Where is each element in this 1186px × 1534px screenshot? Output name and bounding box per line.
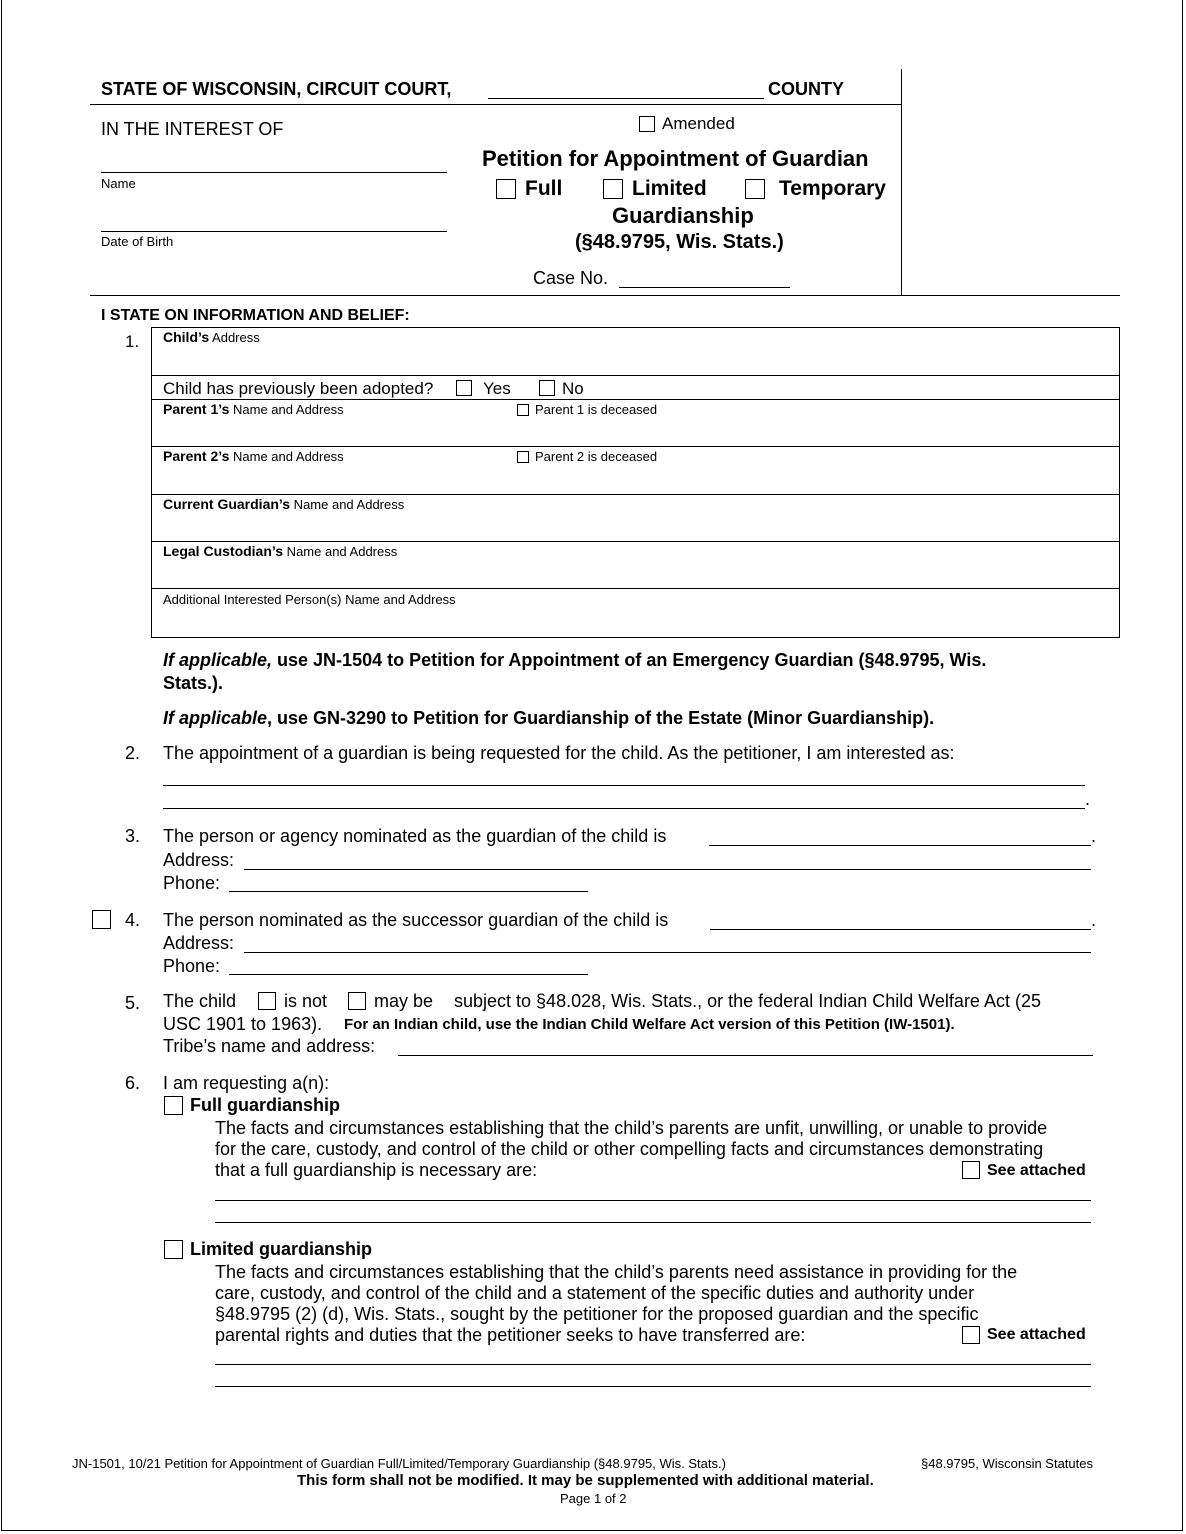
item-5-number: 5. (125, 993, 141, 1013)
parent1-label: Parent 1’s Name and Address (163, 401, 344, 417)
full-guardianship-checkbox[interactable] (164, 1096, 183, 1115)
amended-label: Amended (662, 114, 735, 133)
guardian-name-input-line[interactable] (709, 845, 1091, 846)
limited-facts-line-2: care, custody, and control of the child and a statement of the specific duties and authority under (215, 1283, 975, 1303)
limited-guardianship-title: Limited guardianship (190, 1239, 373, 1259)
header-bottom-divider (90, 295, 1120, 296)
footer-form-id: JN-1501, 10/21 Petition for Appointment of Guardian Full/Limited/Temporary Guardianship (§48.9795, Wis. Stats.) (72, 1456, 726, 1471)
child-address-field[interactable] (151, 327, 1119, 376)
full-label: Full (525, 177, 563, 200)
adopted-no-checkbox[interactable] (539, 380, 555, 396)
court-heading: STATE OF WISCONSIN, CIRCUIT COURT, (101, 79, 452, 99)
parent2-label: Parent 2’s Name and Address (163, 448, 344, 464)
county-input-line[interactable] (488, 98, 764, 99)
is-not-checkbox[interactable] (258, 992, 276, 1010)
item-5-subject-text: subject to §48.028, Wis. Stats., or the federal Indian Child Welfare Act (25 (454, 991, 1041, 1011)
temporary-checkbox[interactable] (745, 179, 765, 199)
form-title: Petition for Appointment of Guardian (482, 146, 869, 171)
item-6-number: 6. (125, 1073, 141, 1093)
item-3-address-label: Address: (163, 850, 235, 870)
item-5-indian-child-note: For an Indian child, use the Indian Child Welfare Act version of this Petition (IW-1501). (344, 1016, 955, 1033)
limited-see-attached-label: See attached (987, 1326, 1086, 1343)
adopted-yes-checkbox[interactable] (456, 380, 472, 396)
limited-facts-line-3: §48.9795 (2) (d), Wis. Stats., sought by the petitioner for the proposed guardian and the specific (215, 1304, 979, 1324)
county-label: COUNTY (768, 79, 844, 99)
interest-input-line-2[interactable] (163, 808, 1085, 809)
temporary-label: Temporary (779, 177, 886, 200)
estate-note: If applicable, use GN-3290 to Petition for Guardianship of the Estate (Minor Guardianship). (163, 708, 935, 728)
full-see-attached-checkbox[interactable] (962, 1161, 980, 1179)
adopted-question: Child has previously been adopted? (163, 379, 434, 398)
interest-input-line-1[interactable] (163, 785, 1085, 786)
footer-page-number: Page 1 of 2 (560, 1491, 627, 1506)
successor-address-input-line[interactable] (244, 952, 1091, 953)
may-be-checkbox[interactable] (348, 992, 366, 1010)
case-no-label: Case No. (533, 268, 609, 288)
full-facts-line-3: that a full guardianship is necessary are: (215, 1160, 538, 1180)
parent1-deceased-checkbox[interactable] (517, 404, 529, 416)
statute-title: (§48.9795, Wis. Stats.) (575, 231, 784, 253)
full-see-attached-label: See attached (987, 1162, 1086, 1179)
section-heading: I STATE ON INFORMATION AND BELIEF: (101, 307, 410, 324)
child-name-input-line[interactable] (101, 172, 447, 173)
current-guardian-label: Current Guardian’s Name and Address (163, 496, 405, 512)
additional-persons-label: Additional Interested Person(s) Name and Address (163, 592, 456, 607)
item-3-text: The person or agency nominated as the guardian of the child is (163, 826, 667, 846)
limited-guardianship-checkbox[interactable] (164, 1240, 183, 1259)
case-no-input-line[interactable] (619, 287, 790, 288)
successor-checkbox[interactable] (92, 910, 111, 929)
item-5-child-label: The child (163, 991, 237, 1011)
is-not-label: is not (284, 991, 328, 1011)
limited-facts-line-1: The facts and circumstances establishing that the child’s parents need assistance in providing for the (215, 1262, 1018, 1282)
dob-input-line[interactable] (101, 231, 447, 232)
legal-custodian-label: Legal Custodian’s Name and Address (163, 543, 398, 559)
item-2-number: 2. (125, 743, 141, 763)
item-2-text: The appointment of a guardian is being requested for the child. As the petitioner, I am interested as: (163, 743, 955, 763)
guardian-phone-input-line[interactable] (229, 891, 588, 892)
item-4-period: . (1091, 910, 1097, 930)
parent2-deceased-label: Parent 2 is deceased (535, 449, 658, 464)
limited-facts-input-line-2[interactable] (215, 1386, 1091, 1387)
adopted-yes-label: Yes (483, 379, 511, 398)
item-6-intro: I am requesting a(n): (163, 1073, 330, 1093)
footer-notice: This form shall not be modified. It may be supplemented with additional material. (297, 1472, 874, 1489)
section1-right-border (1119, 327, 1120, 638)
dob-label: Date of Birth (101, 234, 174, 249)
item-2-period: . (1085, 789, 1091, 809)
header-vertical-divider (901, 69, 902, 295)
item-4-phone-label: Phone: (163, 956, 221, 976)
parent2-deceased-checkbox[interactable] (517, 451, 529, 463)
item-4-address-label: Address: (163, 933, 235, 953)
emergency-note: If applicable, use JN-1504 to Petition for Appointment of an Emergency Guardian (§48.9795, Wis. (163, 650, 987, 670)
item-1-number: 1. (125, 332, 140, 351)
may-be-label: may be (374, 991, 434, 1011)
adopted-no-label: No (562, 379, 584, 398)
name-label: Name (101, 176, 136, 191)
limited-see-attached-checkbox[interactable] (962, 1326, 980, 1344)
tribe-input-line[interactable] (398, 1055, 1093, 1056)
full-facts-input-line-2[interactable] (215, 1222, 1091, 1223)
full-checkbox[interactable] (496, 179, 516, 199)
full-facts-line-2: for the care, custody, and control of the child or other compelling facts and circumstances demonstrating (215, 1139, 1044, 1159)
limited-facts-input-line-1[interactable] (215, 1364, 1091, 1365)
guardian-address-input-line[interactable] (244, 869, 1091, 870)
interest-of-label: IN THE INTEREST OF (101, 119, 284, 139)
parent1-deceased-label: Parent 1 is deceased (535, 402, 658, 417)
tribe-label: Tribe’s name and address: (163, 1036, 376, 1056)
full-guardianship-title: Full guardianship (190, 1095, 341, 1115)
item-5-usc-text: USC 1901 to 1963). (163, 1014, 323, 1034)
item-3-number: 3. (125, 826, 141, 846)
limited-checkbox[interactable] (603, 179, 623, 199)
footer-statute: §48.9795, Wisconsin Statutes (921, 1456, 1093, 1471)
amended-checkbox[interactable] (639, 116, 655, 132)
item-4-text: The person nominated as the successor guardian of the child is (163, 910, 669, 930)
limited-facts-line-4: parental rights and duties that the petitioner seeks to have transferred are: (215, 1325, 806, 1345)
item-4-number: 4. (125, 910, 141, 930)
child-address-label: Child’s Address (163, 329, 260, 345)
item-3-phone-label: Phone: (163, 873, 221, 893)
full-facts-input-line-1[interactable] (215, 1200, 1091, 1201)
item-3-period: . (1091, 826, 1097, 846)
header-divider (90, 104, 901, 105)
emergency-note-cont: Stats.). (163, 673, 224, 693)
guardianship-title: Guardianship (612, 203, 754, 228)
limited-label: Limited (632, 177, 707, 200)
successor-name-input-line[interactable] (710, 929, 1091, 930)
successor-phone-input-line[interactable] (229, 974, 588, 975)
full-facts-line-1: The facts and circumstances establishing that the child’s parents are unfit, unwilling, or unable to provide (215, 1118, 1048, 1138)
